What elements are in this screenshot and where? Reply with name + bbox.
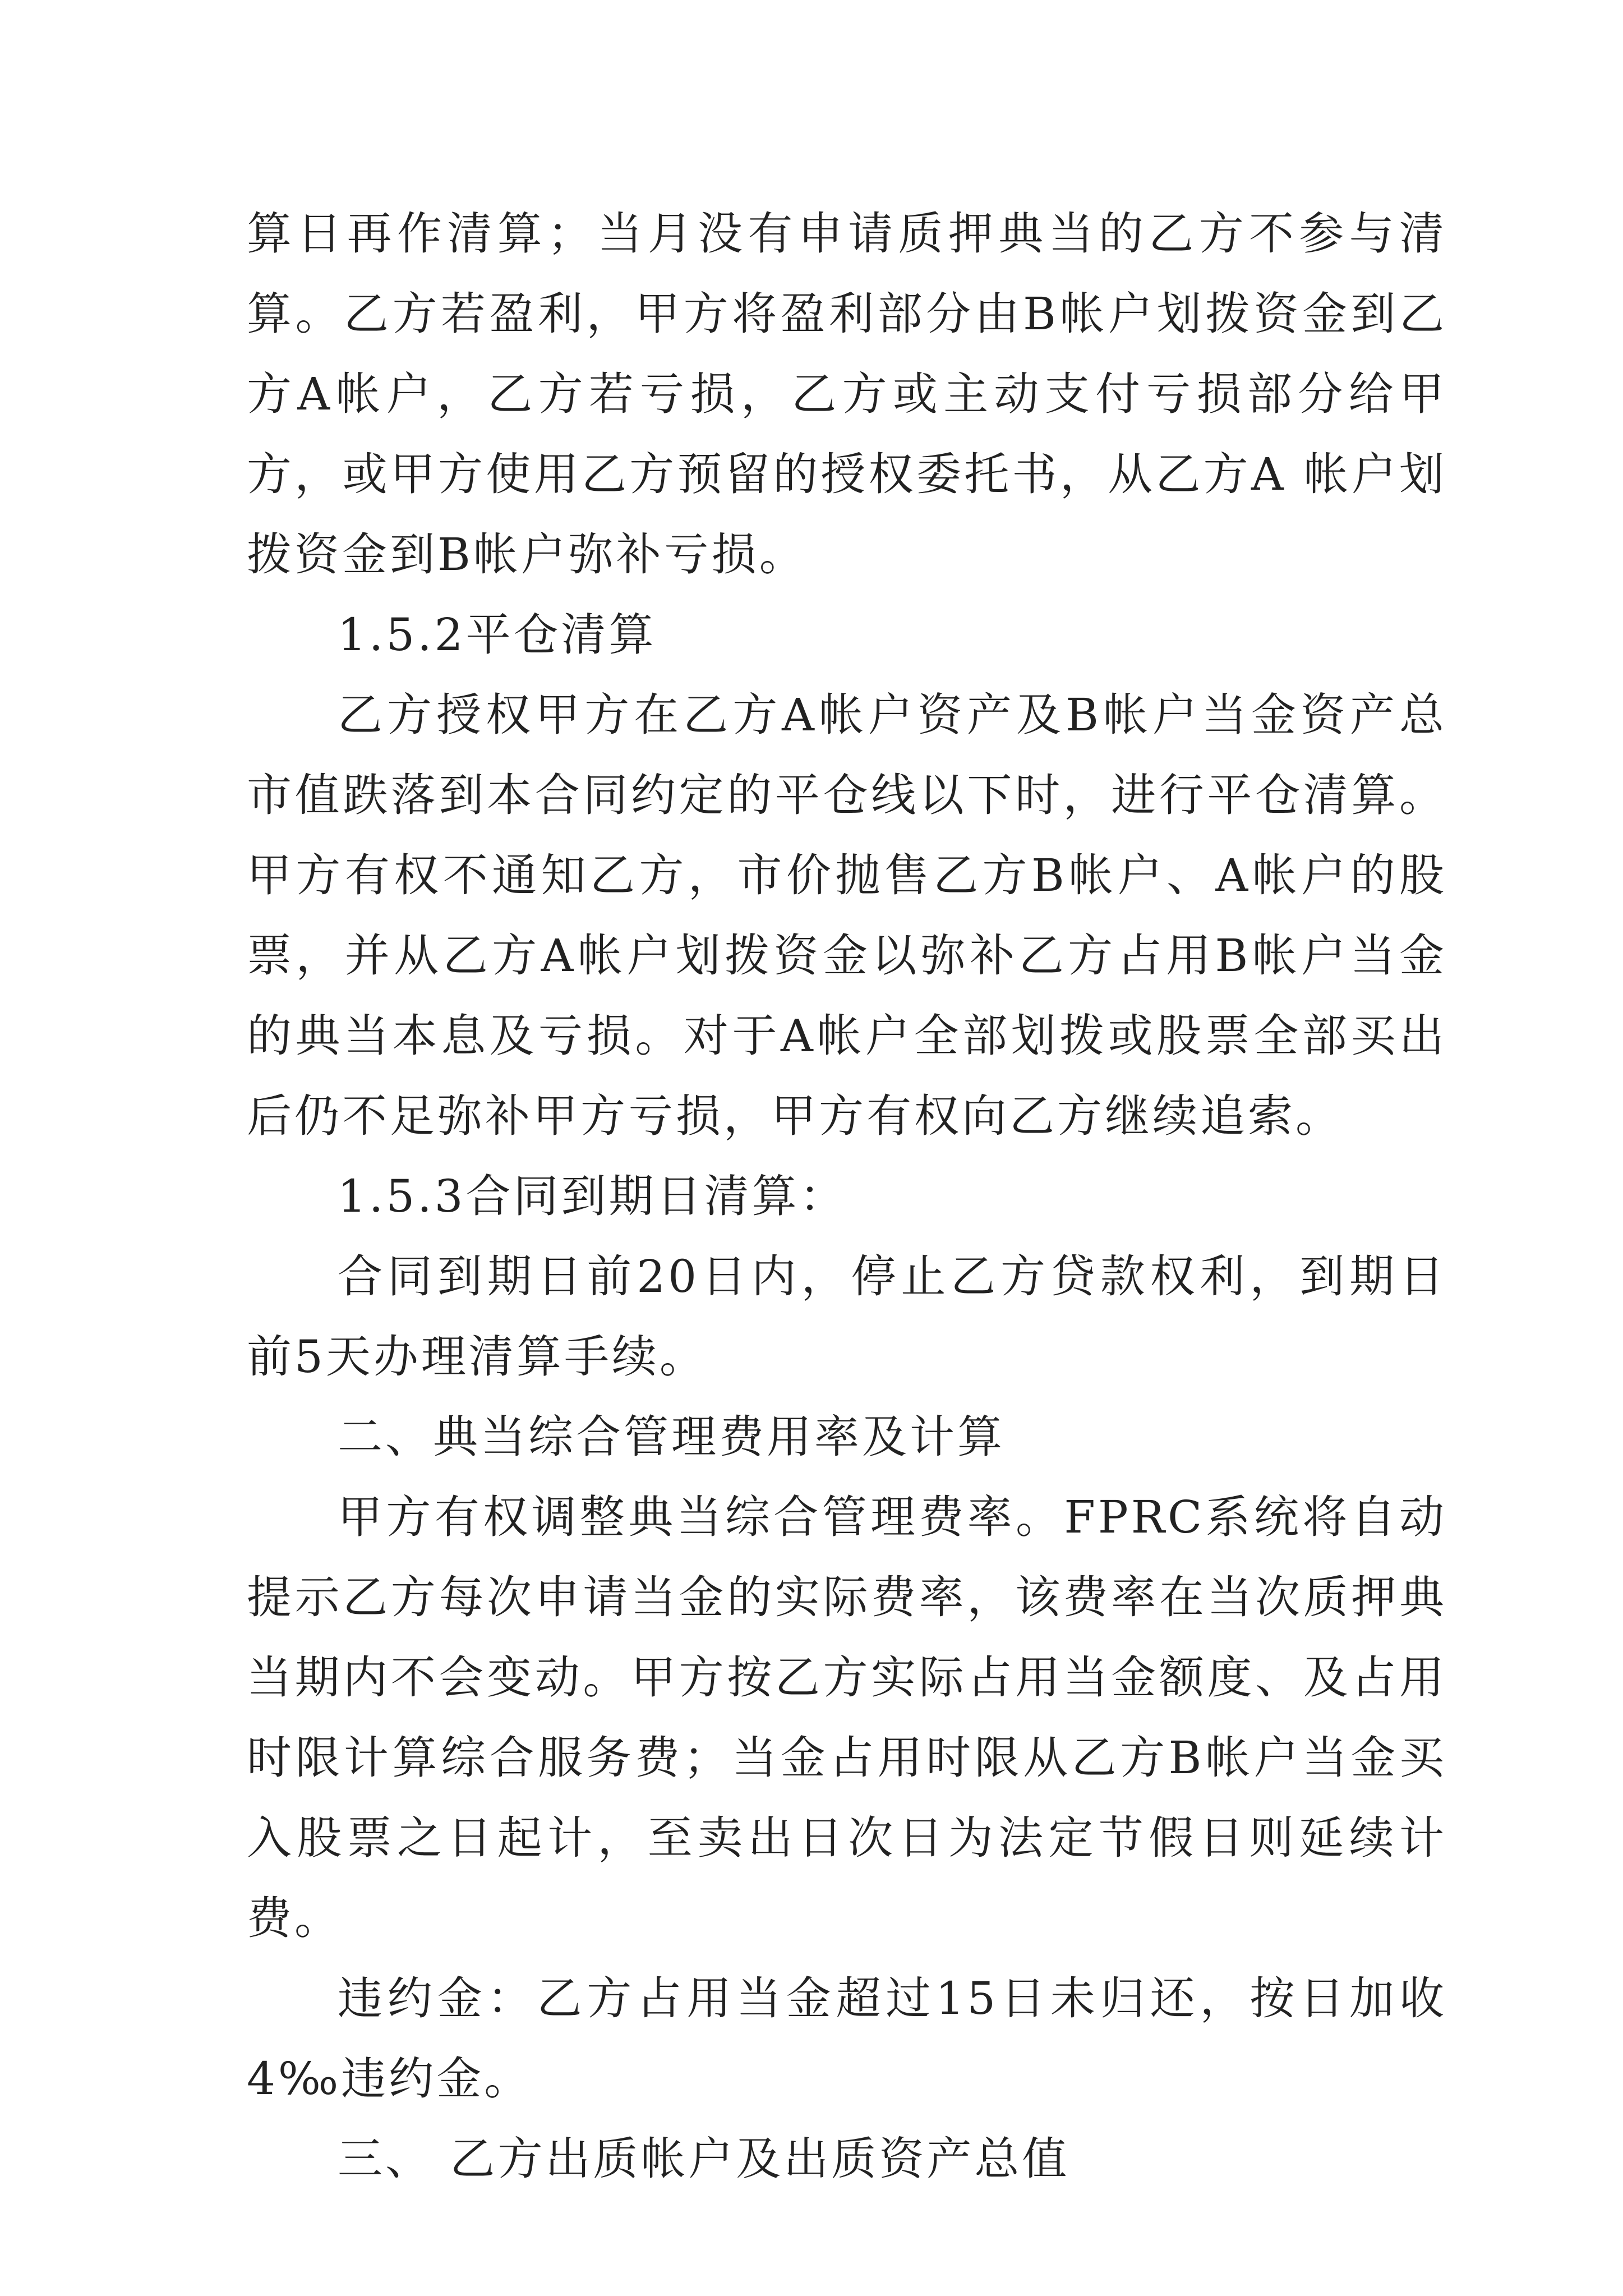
paragraph-penalty: 违约金：乙方占用当金超过15日未归还，按日加收4‰违约金。 <box>247 1972 1447 2105</box>
paragraph-maturity: 合同到期日前20日内，停止乙方贷款权利，到期日前5天办理清算手续。 <box>247 1250 1447 1383</box>
section-heading-3: 三、 乙方出质帐户及出质资产总值 <box>338 2133 1070 2185</box>
section-heading-2: 二、典当综合管理费用率及计算 <box>338 1411 1005 1463</box>
document-body <box>247 194 1447 2199</box>
section-heading-1-5-3: 1.5.3合同到期日清算： <box>338 1170 847 1222</box>
section-heading-1-5-2: 1.5.2平仓清算 <box>338 609 657 661</box>
paragraph-liquidation: 乙方授权甲方在乙方A帐户资产及B帐户当金资产总市值跌落到本合同约定的平仓线以下时，进行平仓清算。甲方有权不通知乙方，市价抛售乙方B帐户、A帐户的股票，并从乙方A帐户划拨资金以弥补乙方占用B帐户当金的典当本息及亏损。对于A帐户全部划拨或股票全部买出后仍不足弥补甲方亏损，甲方有权向乙方继续追索。 <box>247 689 1447 1142</box>
paragraph-fee-rate: 甲方有权调整典当综合管理费率。FPRC系统将自动提示乙方每次申请当金的实际费率，该费率在当次质押典当期内不会变动。甲方按乙方实际占用当金额度、及占用时限计算综合服务费；当金占用时限从乙方B帐户当金买入股票之日起计，至卖出日次日为法定节假日则延续计费。 <box>247 1491 1447 1944</box>
paragraph-settlement-continued: 算日再作清算；当月没有申请质押典当的乙方不参与清算。乙方若盈利，甲方将盈利部分由B帐户划拨资金到乙方A帐户，乙方若亏损，乙方或主动支付亏损部分给甲方，或甲方使用乙方预留的授权委托书，从乙方A 帐户划拨资金到B帐户弥补亏损。 <box>247 208 1447 581</box>
